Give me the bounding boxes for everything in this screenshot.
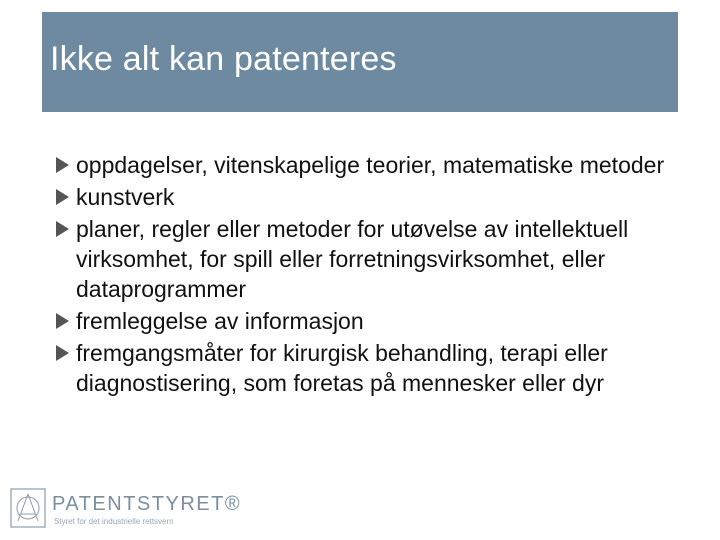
bullet-item (54, 338, 694, 398)
logo-name: PATENTSTYRET® (52, 493, 242, 515)
patentstyret-logo-icon (10, 488, 46, 528)
bullet-text: planer, regler eller metoder for utøvelse av intellektuell virksomhet, for spill eller forretningsvirksomhet, eller dataprogrammer (76, 216, 629, 302)
logo-tagline: Styret for det industrielle rettsvern (54, 517, 174, 526)
bullet-text: oppdagelser, vitenskapelige teorier, matematiske metoder (76, 152, 665, 178)
bullet-item (54, 306, 694, 336)
bullet-item (54, 182, 694, 212)
title-bar (42, 12, 678, 112)
bullet-triangle-icon (56, 189, 69, 205)
bullet-item (54, 150, 694, 180)
bullet-text: fremgangsmåter for kirurgisk behandling, terapi eller diagnostisering, som foretas på mennesker eller dyr (76, 340, 608, 396)
bullet-triangle-icon (56, 345, 69, 361)
bullet-triangle-icon (56, 221, 69, 237)
bullet-item (54, 214, 694, 304)
bullet-list (54, 150, 694, 400)
bullet-text: kunstverk (76, 184, 175, 210)
slide-title: Ikke alt kan patenteres (50, 40, 397, 78)
bullet-text: fremleggelse av informasjon (76, 308, 364, 334)
patentstyret-logo (10, 488, 242, 532)
bullet-triangle-icon (56, 157, 69, 173)
bullet-triangle-icon (56, 313, 69, 329)
